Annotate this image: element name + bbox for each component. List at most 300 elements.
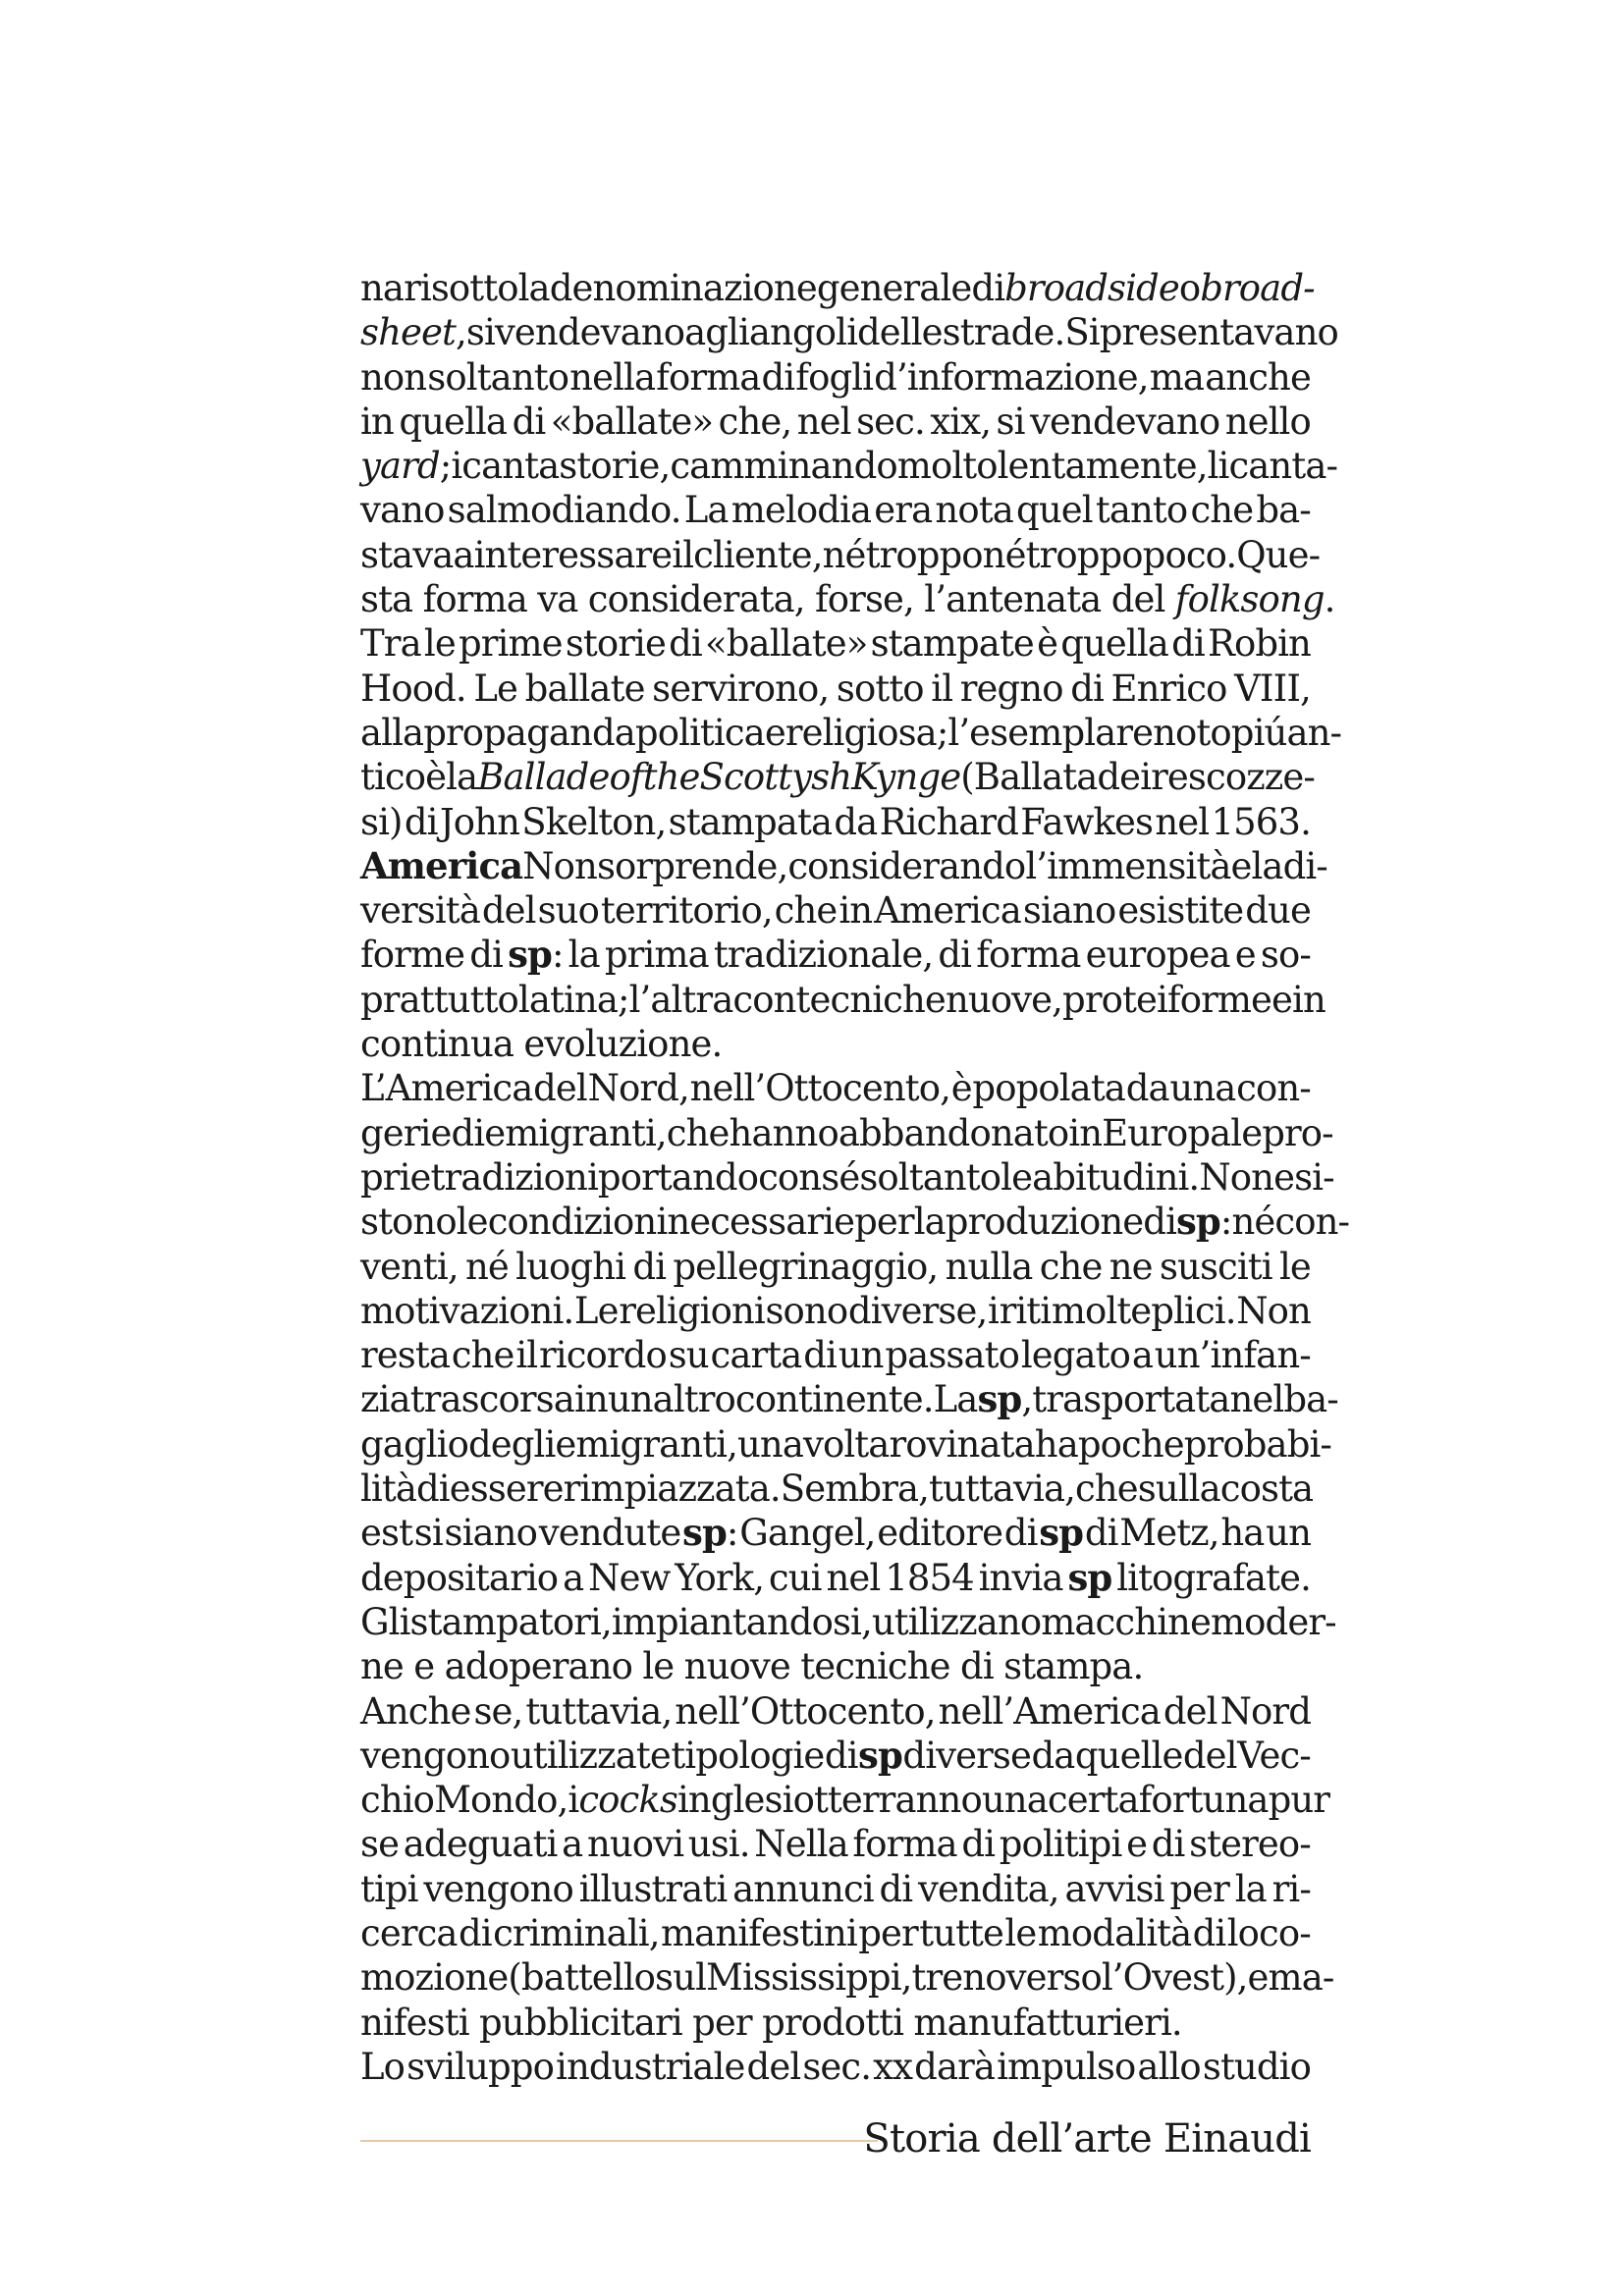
- word-text: essere: [449, 1468, 564, 1511]
- text-word: [1139, 1778, 1269, 1822]
- word-text: forme: [360, 934, 465, 977]
- word-text: i: [451, 445, 462, 488]
- word-text: cui: [768, 1556, 822, 1599]
- text-word: [1001, 1155, 1032, 1200]
- text-word: [360, 310, 466, 354]
- text-line: [360, 1245, 1311, 1289]
- word-text: usi.: [687, 1823, 750, 1866]
- text-word: [569, 355, 655, 400]
- text-line: [360, 1200, 1350, 1244]
- bold-term: sp: [1176, 1200, 1220, 1244]
- text-line: [360, 488, 1311, 532]
- text-word: [1155, 800, 1209, 844]
- word-text: versità: [360, 889, 480, 933]
- word-text: in: [360, 400, 394, 443]
- text-word: [918, 1867, 1059, 1911]
- word-text: quella: [399, 400, 508, 443]
- word-text: il: [515, 1334, 538, 1377]
- text-word: [1048, 1778, 1139, 1822]
- text-word: [1183, 1734, 1237, 1778]
- word-text: Non: [1236, 1289, 1311, 1332]
- text-word: [1203, 2045, 1311, 2089]
- text-word: [661, 1911, 857, 1955]
- word-text: ba-: [1256, 489, 1311, 532]
- text-word: [635, 711, 765, 755]
- text-word: [793, 1778, 982, 1822]
- word-text: e: [764, 711, 785, 754]
- word-text: per: [854, 1201, 914, 1244]
- text-word: [1266, 1511, 1311, 1555]
- text-word: [669, 800, 832, 844]
- word-text: molto: [896, 445, 998, 488]
- word-text: in: [839, 889, 873, 933]
- text-word: [859, 1155, 1001, 1200]
- word-text: i: [987, 1289, 999, 1332]
- word-text: sono: [765, 1289, 848, 1332]
- word-text: depositario: [360, 1556, 559, 1599]
- text-word: [983, 533, 1026, 577]
- word-text: con-: [1274, 1201, 1350, 1244]
- text-word: [511, 1734, 671, 1778]
- word-text: troppo: [1025, 533, 1143, 576]
- word-text: l’altra: [628, 978, 733, 1021]
- word-text: ricordo: [539, 1334, 667, 1377]
- word-text: tecniche: [800, 1645, 950, 1688]
- word-text: alla: [360, 711, 424, 754]
- text-word: [735, 1377, 934, 1421]
- text-word: [1070, 667, 1104, 711]
- text-word: [938, 933, 971, 977]
- text-word: [360, 444, 451, 488]
- text-word: [1220, 1511, 1264, 1555]
- text-word: [880, 1867, 913, 1911]
- text-word: [410, 1600, 612, 1644]
- word-text: in: [1292, 978, 1325, 1021]
- text-word: [858, 1911, 918, 1955]
- text-word: [930, 400, 991, 444]
- text-word: [1169, 1066, 1235, 1110]
- text-word: [1041, 1600, 1211, 1644]
- text-word: [1236, 1289, 1311, 1333]
- text-word: [669, 1333, 709, 1377]
- text-word: [469, 933, 503, 977]
- text-word: [360, 1377, 410, 1421]
- text-word: [800, 1644, 949, 1688]
- text-word: [1035, 1422, 1078, 1467]
- word-text: resta: [360, 1334, 450, 1377]
- text-word: [414, 1511, 443, 1555]
- text-word: [360, 1911, 458, 1955]
- word-text: si: [413, 1512, 443, 1555]
- text-word: [684, 310, 749, 354]
- text-word: [360, 1778, 434, 1822]
- text-word: [608, 1377, 653, 1421]
- text-word: [947, 711, 1153, 755]
- word-text: nari: [360, 267, 431, 309]
- text-line: [360, 621, 1311, 666]
- text-word: [667, 1111, 730, 1155]
- word-text: di: [824, 1734, 858, 1777]
- text-word: [474, 533, 673, 577]
- text-word: [914, 1200, 946, 1244]
- text-word: [360, 1111, 452, 1155]
- word-text: interessare: [473, 533, 673, 576]
- text-word: [1175, 577, 1335, 621]
- text-word: [482, 888, 536, 933]
- text-word: [360, 533, 453, 577]
- word-text: emigranti,: [555, 1422, 737, 1466]
- word-text: troppo: [865, 533, 983, 576]
- word-text: da: [834, 800, 878, 843]
- word-text: Hood.: [360, 667, 466, 710]
- text-word: [360, 1955, 508, 2000]
- word-text: Gangel,: [739, 1512, 876, 1555]
- text-word: [360, 844, 522, 888]
- word-text: che: [1074, 1468, 1138, 1511]
- word-text: piú: [1230, 711, 1287, 754]
- text-word: [802, 2045, 871, 2089]
- word-text: avvisi: [1064, 1867, 1164, 1910]
- text-word: [495, 310, 684, 354]
- word-text: hanno: [729, 1111, 839, 1154]
- text-word: [1151, 755, 1188, 799]
- text-word: [601, 888, 773, 933]
- word-text: susciti: [1159, 1245, 1272, 1288]
- word-text: esi-: [1273, 1155, 1334, 1199]
- text-word: [1109, 1245, 1153, 1289]
- text-word: [1235, 933, 1256, 977]
- text-word: [1102, 1111, 1230, 1155]
- text-word: [1169, 1867, 1229, 1911]
- text-word: [877, 1511, 1002, 1555]
- word-text: a: [1131, 1334, 1153, 1377]
- word-text: certa: [1047, 1779, 1139, 1822]
- text-word: [1252, 844, 1283, 888]
- text-word: [619, 1289, 765, 1333]
- word-text: e: [1230, 844, 1252, 887]
- word-text: le: [456, 1201, 488, 1244]
- text-word: [518, 266, 550, 310]
- text-word: [1235, 1867, 1267, 1911]
- word-text: :: [726, 1512, 738, 1555]
- text-line: [360, 933, 1311, 977]
- word-text: le: [1001, 1155, 1033, 1199]
- text-word: [924, 577, 1101, 621]
- text-word: [1248, 1955, 1269, 2000]
- text-word: [360, 800, 403, 844]
- word-text: «ballate»: [705, 622, 868, 666]
- word-text: suo: [537, 889, 599, 933]
- text-word: [1060, 621, 1168, 666]
- text-word: [1016, 488, 1093, 532]
- text-word: [360, 933, 464, 977]
- text-word: [360, 1600, 410, 1644]
- word-text: la: [1234, 1867, 1267, 1910]
- text-line: [360, 1822, 1311, 1866]
- italic-term: Scottysh: [699, 756, 852, 799]
- text-word: [1025, 844, 1230, 888]
- text-word: [555, 1422, 737, 1467]
- word-text: legato: [1020, 1334, 1131, 1377]
- word-text: presentavano: [1099, 311, 1338, 354]
- text-word: [961, 1822, 995, 1866]
- text-line: [360, 1600, 1336, 1644]
- text-word: [1064, 1867, 1163, 1911]
- word-text: venti,: [360, 1245, 459, 1288]
- text-word: [815, 577, 914, 621]
- word-text: chio: [360, 1779, 435, 1822]
- text-word: [797, 400, 851, 444]
- text-word: [982, 1778, 1048, 1822]
- text-word: [803, 1333, 837, 1377]
- text-word: [360, 711, 423, 755]
- word-text: che: [774, 889, 838, 933]
- text-word: [1229, 1377, 1283, 1421]
- word-text: e: [1126, 1823, 1148, 1866]
- text-word: [562, 1822, 582, 1866]
- text-word: [1039, 1511, 1083, 1555]
- word-text: di: [761, 355, 795, 399]
- text-word: [872, 1600, 1041, 1644]
- text-line: [360, 1377, 1338, 1421]
- word-text: Nord: [1219, 1689, 1311, 1733]
- text-line: [360, 1111, 1333, 1155]
- word-text: le: [1004, 1911, 1037, 1954]
- word-text: allo: [1137, 2045, 1201, 2088]
- word-text: 1854: [885, 1556, 974, 1599]
- word-text: La: [933, 1378, 978, 1421]
- text-word: [416, 1467, 450, 1511]
- text-word: [951, 1066, 972, 1110]
- word-text: (battello: [508, 1956, 656, 2000]
- word-text: soltanto: [859, 1155, 1001, 1199]
- word-text: VIII,: [1234, 667, 1311, 710]
- word-text: né: [982, 533, 1026, 576]
- text-word: [1078, 1422, 1184, 1467]
- word-text: di: [512, 400, 546, 443]
- word-text: diverse,: [847, 1289, 988, 1332]
- word-text: quelle: [1074, 1734, 1183, 1777]
- word-text: strade.: [942, 311, 1065, 354]
- text-word: [1004, 1511, 1038, 1555]
- word-text: tico: [360, 756, 426, 799]
- text-word: [588, 1556, 670, 1600]
- text-word: [775, 888, 838, 933]
- word-text: manufatturieri.: [913, 2001, 1182, 2044]
- text-word: [758, 1155, 821, 1200]
- text-word: [684, 488, 729, 532]
- text-word: [852, 1822, 956, 1866]
- word-text: noto: [1153, 711, 1231, 754]
- word-text: con: [758, 1155, 822, 1199]
- word-text: che: [666, 1111, 730, 1154]
- word-text: di: [1143, 1201, 1176, 1244]
- text-word: [684, 1644, 790, 1688]
- text-word: [468, 1422, 555, 1467]
- word-text: diverse: [902, 1734, 1031, 1777]
- text-word: [946, 1245, 1033, 1289]
- text-word: [1117, 888, 1243, 933]
- word-text: di: [451, 1111, 485, 1154]
- word-text: di: [938, 934, 972, 977]
- text-word: [423, 711, 635, 755]
- word-text: di: [416, 1468, 450, 1511]
- word-text: storie: [565, 622, 666, 666]
- word-text: Sembra,: [780, 1468, 930, 1511]
- text-word: [563, 1556, 583, 1600]
- text-word: [431, 266, 518, 310]
- text-word: [568, 1778, 578, 1822]
- text-word: [939, 1689, 1161, 1734]
- word-text: stava: [360, 533, 454, 576]
- text-word: [943, 310, 1065, 354]
- text-line: [360, 400, 1311, 444]
- text-word: [360, 1689, 471, 1734]
- word-text: delle: [857, 311, 943, 354]
- word-text: di: [1171, 622, 1205, 666]
- word-text: abbandonato: [838, 1111, 1069, 1154]
- text-word: [749, 310, 857, 354]
- text-word: [533, 1066, 587, 1110]
- italic-term: of: [609, 756, 643, 799]
- text-word: [551, 400, 713, 444]
- word-text: Skelton,: [521, 800, 667, 843]
- text-word: [976, 933, 1080, 977]
- text-word: [913, 2001, 1181, 2045]
- text-word: [1075, 1467, 1138, 1511]
- text-word: [537, 577, 577, 621]
- word-text: un’infan-: [1154, 1334, 1311, 1377]
- word-text: America: [874, 889, 1021, 933]
- word-text: L’America: [360, 1067, 533, 1110]
- word-text: nuove,: [945, 978, 1063, 1021]
- text-word: [508, 933, 563, 977]
- text-word: [1236, 533, 1320, 577]
- word-text: che: [1039, 1245, 1103, 1288]
- text-word: [747, 2045, 801, 2089]
- word-text: siano: [444, 1512, 537, 1555]
- word-text: mozione: [360, 1956, 509, 2000]
- text-word: [977, 1377, 1032, 1421]
- word-text: emigranti,: [484, 1111, 667, 1154]
- text-word: [857, 310, 943, 354]
- text-line: [360, 2001, 1311, 2045]
- text-word: [518, 978, 629, 1022]
- word-text: treno: [911, 1956, 1006, 2000]
- text-word: [1119, 1511, 1218, 1555]
- text-word: [360, 355, 426, 400]
- text-word: [854, 1200, 914, 1244]
- bold-term: sp: [1067, 1555, 1112, 1599]
- text-word: [997, 400, 1025, 444]
- text-word: [453, 533, 473, 577]
- text-word: [612, 1600, 872, 1644]
- word-text: Le: [573, 1289, 619, 1332]
- word-text: continente.: [734, 1378, 934, 1421]
- text-word: [440, 800, 519, 844]
- word-text: nell’Ottocento,: [675, 1689, 936, 1733]
- text-word: [360, 978, 518, 1022]
- text-word: [360, 488, 444, 532]
- text-word: [1116, 1556, 1311, 1600]
- word-text: pro-: [1262, 1111, 1333, 1154]
- word-text: le: [423, 622, 456, 666]
- text-word: [1062, 978, 1271, 1022]
- text-word: [1230, 1111, 1262, 1155]
- word-text: trascorsa: [409, 1378, 574, 1421]
- word-text: la: [1251, 844, 1283, 887]
- word-text: La: [683, 489, 729, 532]
- word-text: per: [692, 2001, 752, 2044]
- text-word: [1272, 1867, 1311, 1911]
- text-word: [1234, 667, 1311, 711]
- text-word: [1163, 1689, 1217, 1734]
- word-text: o: [1178, 267, 1201, 309]
- text-word: [979, 1556, 1063, 1600]
- text-word: [484, 1111, 667, 1155]
- text-word: [765, 711, 785, 755]
- word-text: inglesi: [676, 1779, 793, 1822]
- text-word: [669, 621, 702, 666]
- text-word: [539, 1511, 681, 1555]
- word-text: luoghi: [515, 1245, 626, 1288]
- text-line: [360, 843, 1327, 888]
- bold-term: sp: [682, 1511, 727, 1555]
- text-word: [488, 1200, 668, 1244]
- word-text: la: [568, 934, 600, 977]
- text-word: [1231, 711, 1287, 755]
- word-text: York,: [675, 1556, 765, 1599]
- text-word: [711, 1333, 802, 1377]
- word-text: prodotti: [762, 2001, 904, 2044]
- word-text: prie: [360, 1155, 431, 1199]
- text-word: [1236, 1066, 1311, 1110]
- word-text: pellegrinaggio,: [673, 1245, 939, 1288]
- text-word: [902, 1734, 1031, 1778]
- text-word: [1225, 400, 1311, 444]
- word-text: industriale: [556, 2045, 745, 2088]
- text-word: [730, 1111, 839, 1155]
- word-text: con: [732, 978, 796, 1021]
- text-word: [434, 1778, 568, 1822]
- text-word: [677, 1778, 793, 1822]
- word-text: generale: [816, 267, 972, 309]
- text-word: [1052, 1289, 1236, 1333]
- word-text: forma: [852, 1823, 957, 1866]
- word-text: Robin: [1208, 622, 1311, 666]
- word-text: forma: [976, 934, 1081, 977]
- text-word: [629, 978, 733, 1022]
- text-word: [574, 1377, 608, 1421]
- word-text: condizioni: [487, 1201, 668, 1244]
- text-line: [360, 1467, 1314, 1511]
- word-text: del: [533, 1067, 587, 1110]
- word-text: da: [1125, 1067, 1169, 1110]
- text-word: [1160, 1245, 1272, 1289]
- text-word: [1032, 1377, 1229, 1421]
- word-text: nel: [796, 400, 851, 443]
- word-text: «ballate»: [550, 400, 714, 443]
- text-word: [823, 533, 866, 577]
- word-text: considerando: [787, 844, 1026, 887]
- text-word: [856, 400, 925, 444]
- bold-term: sp: [508, 933, 552, 977]
- word-text: riti: [999, 1289, 1052, 1332]
- word-text: di: [1084, 1512, 1118, 1555]
- word-text: fogli: [795, 355, 874, 399]
- word-text: .: [1324, 578, 1335, 621]
- text-word: [731, 488, 871, 532]
